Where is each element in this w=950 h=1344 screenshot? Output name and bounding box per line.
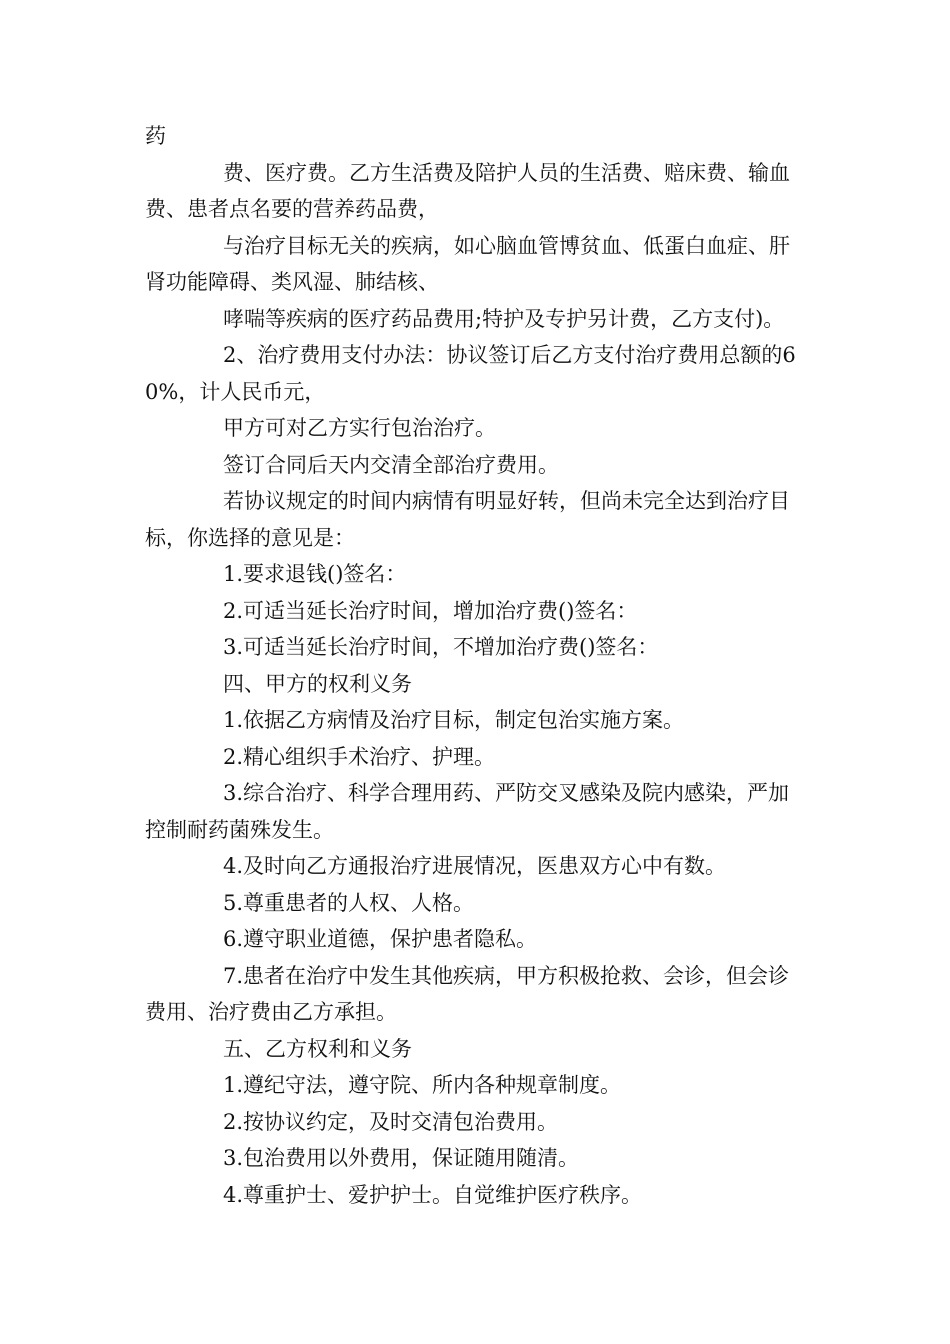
paragraph: 与治疗目标无关的疾病，如心脑血管博贫血、低蛋白血症、肝肾功能障碍、类风湿、肺结核、 [145, 233, 790, 294]
paragraph: 1.遵纪守法，遵守院、所内各种规章制度。 [223, 1073, 622, 1097]
paragraph: 药 [145, 124, 166, 148]
paragraph: 3.包治费用以外费用，保证随用随清。 [223, 1146, 580, 1170]
paragraph: 2、治疗费用支付办法：协议签订后乙方支付治疗费用总额的60%，计人民币元， [145, 343, 796, 404]
document-body [145, 118, 810, 1213]
paragraph: 5.尊重患者的人权、人格。 [223, 890, 475, 915]
paragraph: 费、医疗费。乙方生活费及陪护人员的生活费、赔床费、输血费、患者点名要的营养药品费， [145, 160, 790, 221]
paragraph: 3.可适当延长治疗时间，不增加治疗费()签名： [223, 635, 659, 659]
paragraph: 四、甲方的权利义务 [223, 671, 412, 696]
paragraph: 2.精心组织手术治疗、护理。 [223, 744, 496, 769]
paragraph: 4.尊重护士、爱护护士。自觉维护医疗秩序。 [223, 1182, 643, 1207]
paragraph: 甲方可对乙方实行包治治疗。 [223, 416, 496, 440]
paragraph: 哮喘等疾病的医疗药品费用;特护及专护另计费，乙方支付)。 [223, 306, 785, 331]
paragraph: 签订合同后天内交清全部治疗费用。 [223, 452, 559, 477]
paragraph: 2.按协议约定，及时交清包治费用。 [223, 1109, 559, 1134]
paragraph: 若协议规定的时间内病情有明显好转，但尚未完全达到治疗目标，你选择的意见是： [145, 489, 790, 550]
paragraph: 1.要求退钱()签名： [223, 562, 407, 586]
paragraph: 3.综合治疗、科学合理用药、严防交叉感染及院内感染，严加控制耐药菌殊发生。 [145, 781, 790, 842]
paragraph: 五、乙方权利和义务 [223, 1036, 412, 1061]
paragraph: 1.依据乙方病情及治疗目标，制定包治实施方案。 [223, 708, 685, 732]
paragraph: 7.患者在治疗中发生其他疾病，甲方积极抢救、会诊，但会诊费用、治疗费由乙方承担。 [145, 963, 790, 1024]
paragraph: 2.可适当延长治疗时间，增加治疗费()签名： [223, 598, 638, 623]
paragraph: 6.遵守职业道德，保护患者隐私。 [223, 927, 538, 951]
paragraph: 4.及时向乙方通报治疗进展情况，医患双方心中有数。 [223, 854, 727, 878]
